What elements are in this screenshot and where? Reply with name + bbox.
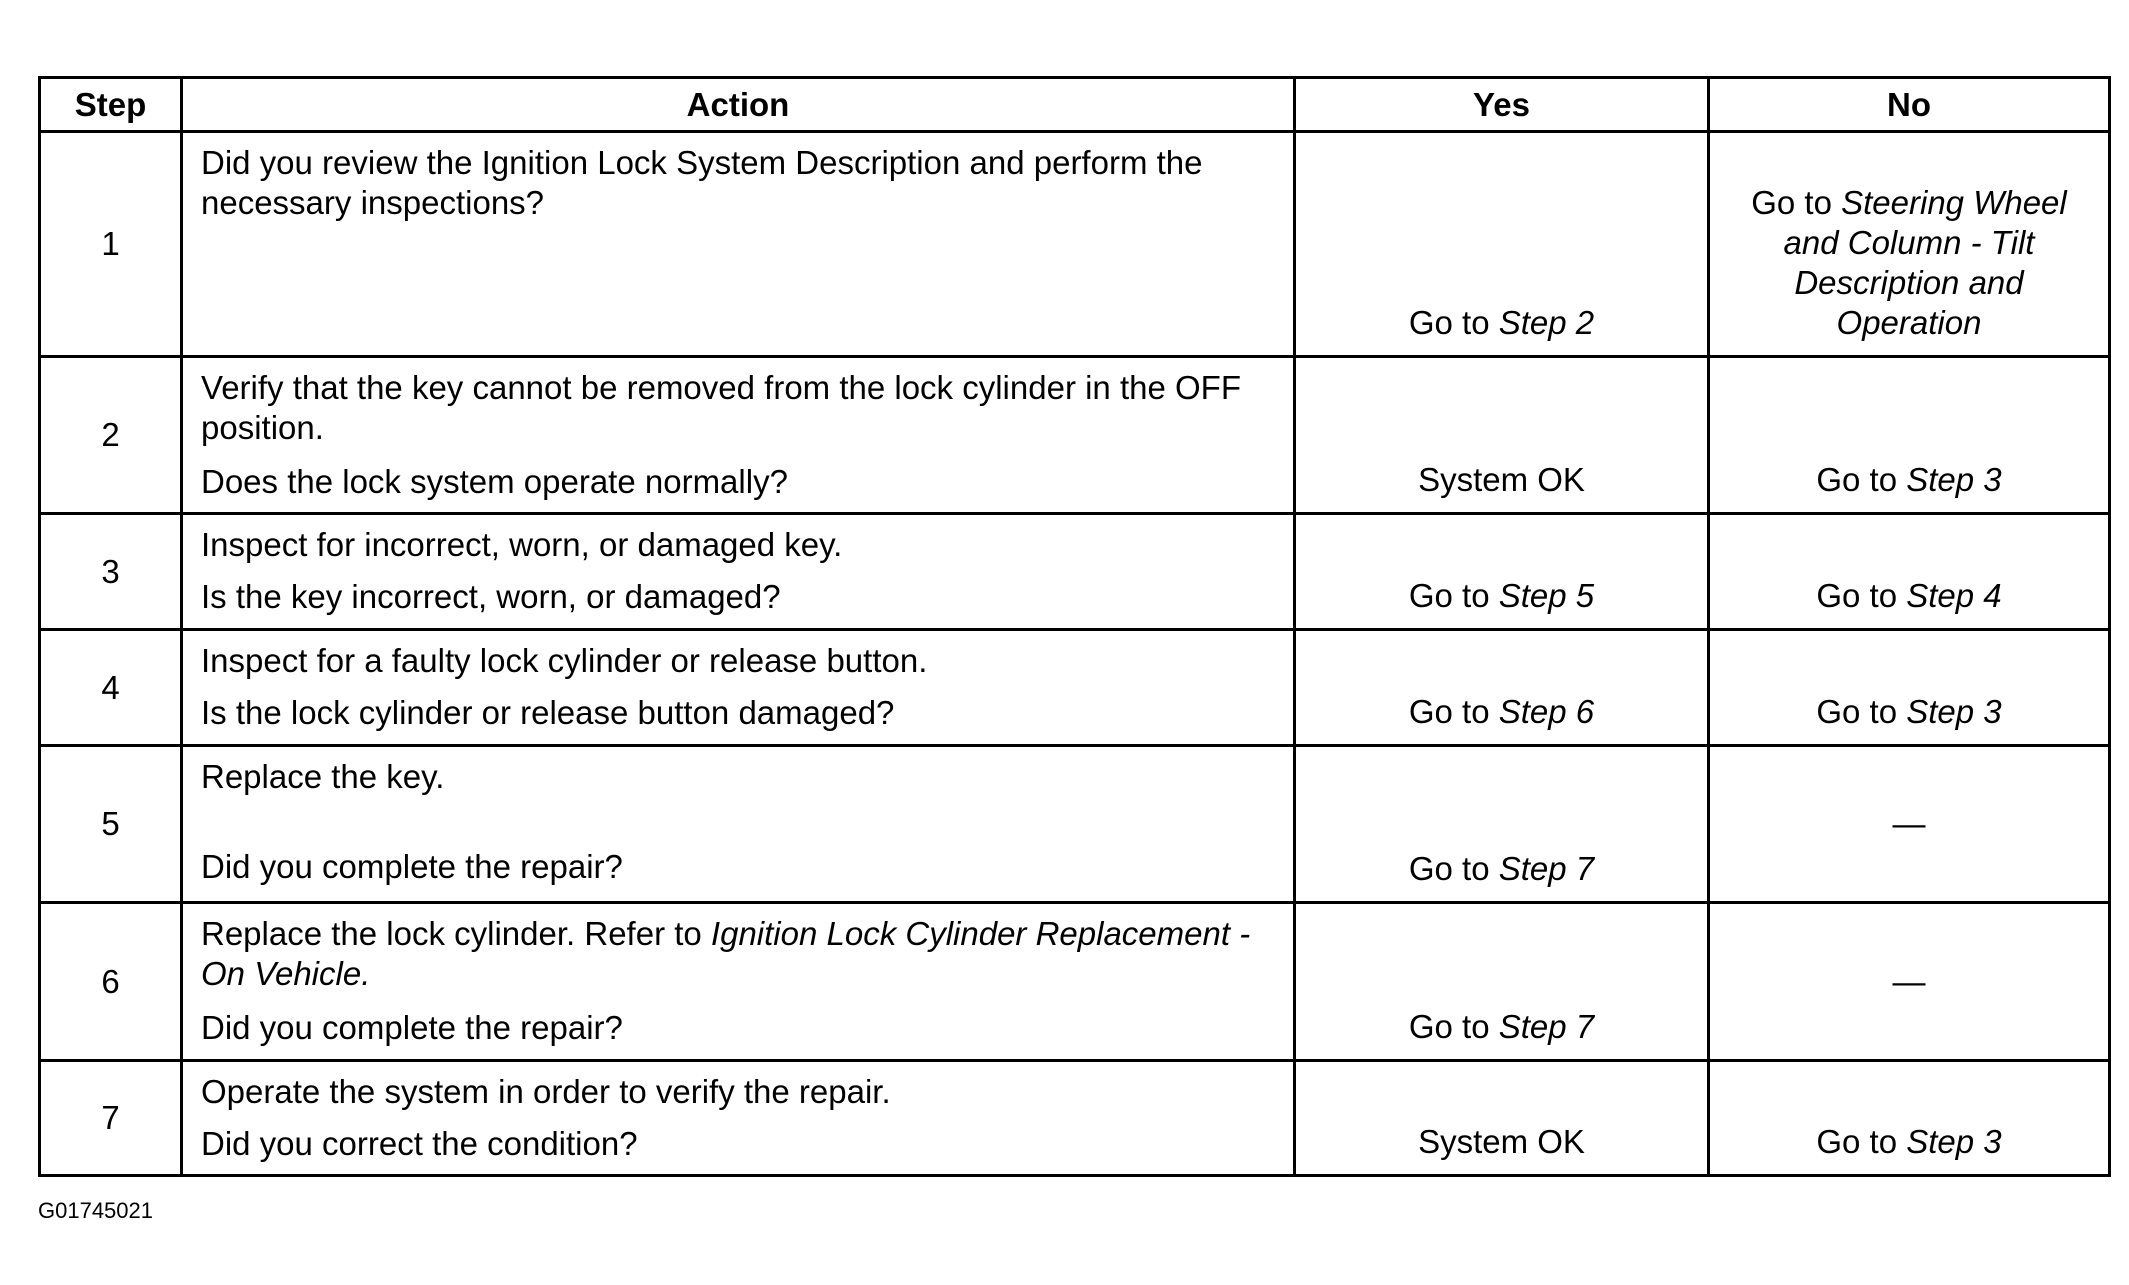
no-cell (1709, 746, 2110, 903)
yes-prefix: Go to (1408, 304, 1499, 341)
table-row (40, 903, 2110, 1061)
header-yes: Yes (1295, 78, 1709, 132)
action-question: Does the lock system operate normally? (201, 463, 788, 500)
yes-cell (1295, 132, 1709, 357)
instruction-suffix: . (361, 955, 371, 992)
yes-prefix: Go to (1408, 577, 1499, 614)
yes-step-link[interactable]: Step 2 (1498, 304, 1595, 341)
no-prefix: Go to (1816, 1123, 1907, 1160)
action-question: Is the key incorrect, worn, or damaged? (201, 578, 781, 615)
no-cell (1709, 1061, 2110, 1176)
no-prefix: Go to (1751, 184, 1842, 221)
yes-cell (1295, 1061, 1709, 1176)
action-instruction (201, 914, 1275, 994)
no-prefix: Go to (1816, 461, 1907, 498)
no-step-link[interactable]: Step 3 (1906, 461, 2002, 498)
action-instruction: Inspect for a faulty lock cylinder or release button. (201, 642, 928, 679)
header-step: Step (40, 78, 182, 132)
action-cell (182, 630, 1295, 746)
yes-cell (1295, 357, 1709, 514)
yes-prefix: Go to (1408, 1008, 1499, 1045)
yes-cell (1295, 746, 1709, 903)
table-row (40, 746, 2110, 903)
yes-step-link[interactable]: Step 6 (1498, 693, 1595, 730)
action-question: Did you correct the condition? (201, 1125, 638, 1162)
no-step-link[interactable]: Step 4 (1906, 577, 2002, 614)
no-dash: — (1892, 805, 1926, 842)
action-instruction: Verify that the key cannot be removed from the lock cylinder in the OFF position. (201, 369, 1241, 446)
action-cell (182, 514, 1295, 630)
no-cell (1709, 514, 2110, 630)
yes-text: System OK (1418, 461, 1585, 498)
yes-step-link[interactable]: Step 7 (1498, 1008, 1595, 1045)
no-step-link[interactable]: Step 3 (1906, 693, 2002, 730)
action-cell (182, 903, 1295, 1061)
instruction-prefix: Replace the lock cylinder. Refer to (201, 915, 711, 952)
yes-cell (1295, 630, 1709, 746)
no-dash: — (1892, 962, 1926, 1000)
step-number: 1 (40, 132, 182, 357)
no-cell (1709, 357, 2110, 514)
action-instruction: Inspect for incorrect, worn, or damaged key. (201, 526, 843, 563)
instruction-doc-link[interactable]: Ignition Lock Cylinder Replacement - On Vehicle (201, 915, 1251, 992)
no-cell (1709, 630, 2110, 746)
action-question: Is the lock cylinder or release button damaged? (201, 694, 895, 731)
step-number: 7 (40, 1061, 182, 1176)
action-cell (182, 746, 1295, 903)
yes-step-link[interactable]: Step 5 (1498, 577, 1595, 614)
step-number: 2 (40, 357, 182, 514)
header-action: Action (182, 78, 1295, 132)
action-cell (182, 357, 1295, 514)
yes-cell (1295, 903, 1709, 1061)
diagnostic-table (38, 76, 2111, 1177)
no-prefix: Go to (1816, 693, 1907, 730)
step-number: 3 (40, 514, 182, 630)
table-row (40, 1061, 2110, 1176)
step-number: 5 (40, 746, 182, 903)
no-reference (1720, 183, 2098, 343)
table-row (40, 357, 2110, 514)
action-instruction: Did you review the Ignition Lock System Description and perform the necessary inspections? (201, 144, 1203, 221)
table-header-row (40, 78, 2110, 132)
action-instruction: Replace the key. (201, 758, 445, 795)
yes-prefix: Go to (1408, 850, 1499, 887)
no-cell (1709, 903, 2110, 1061)
yes-text: System OK (1418, 1123, 1585, 1160)
yes-cell (1295, 514, 1709, 630)
action-question: Did you complete the repair? (201, 1009, 623, 1046)
yes-prefix: Go to (1408, 693, 1499, 730)
table-row (40, 514, 2110, 630)
no-doc-link[interactable]: Steering Wheel and Column - Tilt Description and Operation (1783, 184, 2067, 341)
step-number: 4 (40, 630, 182, 746)
action-question: Did you complete the repair? (201, 848, 623, 885)
no-step-link[interactable]: Step 3 (1906, 1123, 2002, 1160)
table-row (40, 132, 2110, 357)
no-cell (1709, 132, 2110, 357)
figure-id: G01745021 (38, 1198, 153, 1223)
header-no: No (1709, 78, 2110, 132)
yes-step-link[interactable]: Step 7 (1498, 850, 1595, 887)
no-prefix: Go to (1816, 577, 1907, 614)
action-cell (182, 1061, 1295, 1176)
table-row (40, 630, 2110, 746)
action-cell (182, 132, 1295, 357)
step-number: 6 (40, 903, 182, 1061)
action-instruction: Operate the system in order to verify the repair. (201, 1073, 891, 1110)
